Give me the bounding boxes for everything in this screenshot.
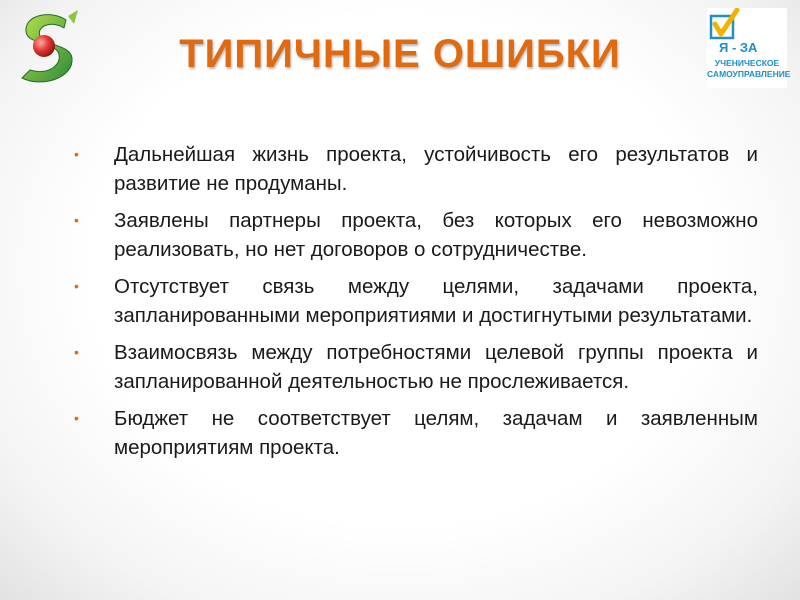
- bullet-icon: •: [74, 278, 79, 294]
- list-item-text: Взаимосвязь между потребностями целевой группы проекта и запланированной деятельностью не прослеживается.: [114, 341, 758, 393]
- list-item: [72, 404, 758, 462]
- list-item: [72, 272, 758, 330]
- badge-subtitle-2: САМОУПРАВЛЕНИЕ: [707, 69, 791, 79]
- bullet-icon: •: [74, 410, 79, 426]
- badge-logo: [707, 8, 791, 88]
- list-item: [72, 338, 758, 396]
- list-item: [72, 140, 758, 198]
- list-item-text: Заявлены партнеры проекта, без которых его невозможно реализовать, но нет договоров о сотрудничестве.: [114, 209, 758, 261]
- bullet-icon: •: [74, 146, 79, 162]
- list-item-text: Бюджет не соответствует целям, задачам и заявленным мероприятиям проекта.: [114, 407, 758, 459]
- badge-subtitle-1: УЧЕНИЧЕСКОЕ: [714, 58, 780, 68]
- bullet-icon: •: [74, 344, 79, 360]
- bullet-icon: •: [74, 212, 79, 228]
- checkbox-checkmark-icon: [707, 8, 787, 44]
- list-item-text: Дальнейшая жизнь проекта, устойчивость его результатов и развитие не продуманы.: [114, 143, 758, 195]
- page-title: ТИПИЧНЫЕ ОШИБКИ: [179, 32, 621, 76]
- bullet-list: [72, 140, 758, 470]
- list-item-text: Отсутствует связь между целями, задачами проекта, запланированными мероприятиями и достигнутыми результатами.: [114, 275, 758, 327]
- list-item: [72, 206, 758, 264]
- badge-title: Я - ЗА: [719, 40, 758, 55]
